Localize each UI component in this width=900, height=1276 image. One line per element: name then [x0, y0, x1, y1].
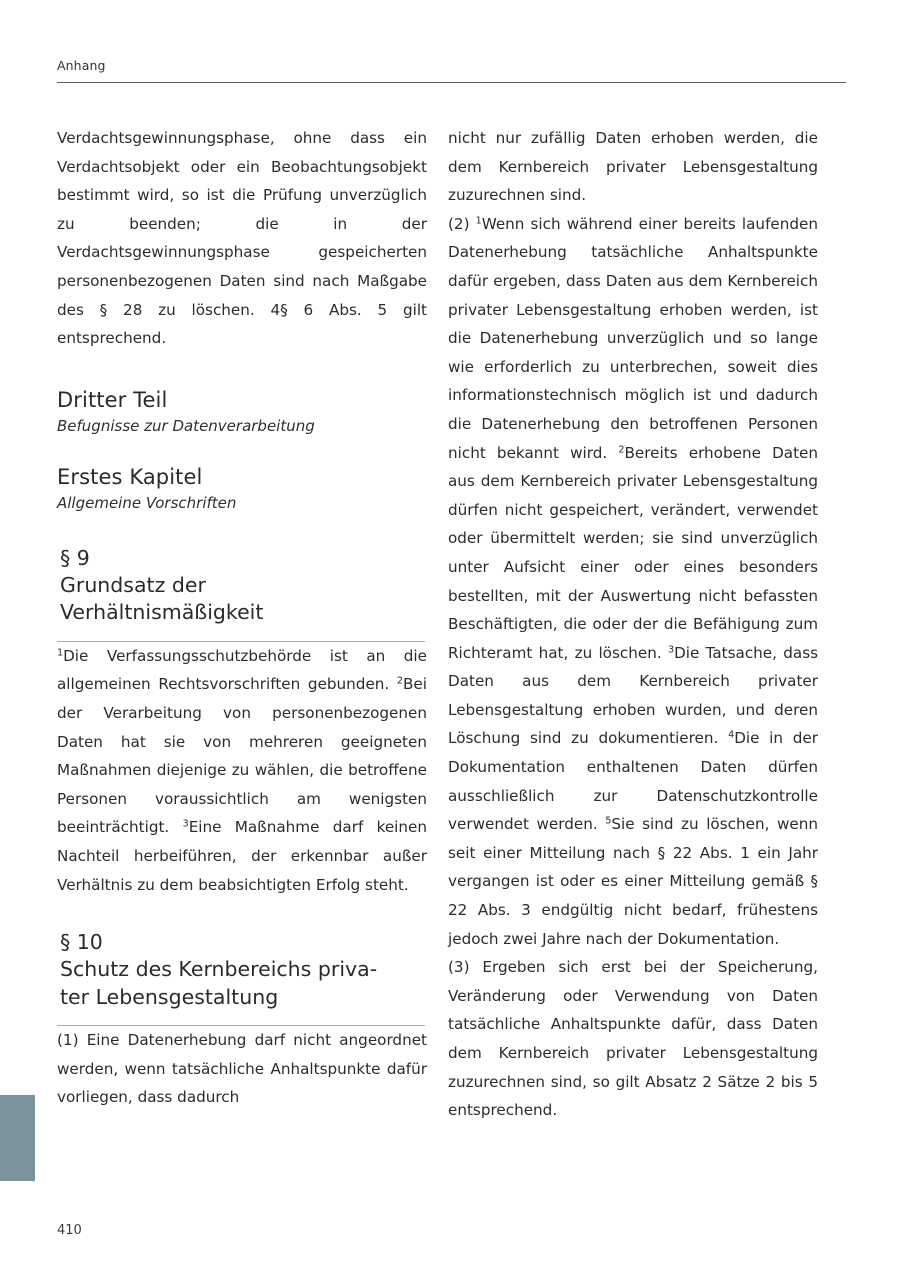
chapter-heading-block: [57, 464, 427, 515]
left-column: [57, 124, 427, 1125]
sentence-marker: 5: [605, 815, 612, 827]
paragraph-continuation: Verdachtsgewinnungsphase, ohne dass ein Verdachtsobjekt oder ein Beobachtungsobjekt bestimmt wird, so ist die Prüfung unverzüglich zu beenden; die in der Verdachtsgewinnungsphase gespeicherten personenbezogenen Daten sind nach Maßgabe des § 28 zu löschen. 4§ 6 Abs. 5 gilt entsprechend.: [57, 129, 427, 348]
sentence-marker: 3: [667, 644, 675, 656]
section-10-paragraph-1: (1) Eine Datenerhebung darf nicht angeordnet werden, wenn tatsächliche Anhaltspunkte dafür vorliegen, dass dadurch: [57, 1031, 427, 1107]
section-10-heading-block: [57, 929, 427, 1011]
section-9-title-line-2: Verhältnismäßigkeit: [60, 600, 264, 625]
section-9-number: § 9: [60, 545, 90, 570]
section-9-heading-block: [57, 545, 427, 627]
part-heading-block: [57, 387, 427, 438]
part-subtitle: Befugnisse zur Datenverarbeitung: [57, 416, 315, 435]
sentence-marker: 1: [57, 647, 64, 659]
part-title: Dritter Teil: [57, 387, 168, 412]
sentence-marker: 1: [475, 215, 482, 227]
running-header-label: Anhang: [57, 58, 106, 73]
two-column-body: [57, 124, 846, 1125]
section-10-title-line-1: Schutz des Kernbereichs priva-: [60, 957, 378, 982]
right-column: [448, 124, 818, 1125]
page-number: 410: [57, 1223, 82, 1238]
edge-thumb-index-tab: [0, 1095, 35, 1181]
sentence-marker: 3: [182, 819, 189, 831]
section-10-number: § 10: [60, 930, 103, 955]
chapter-title: Erstes Kapitel: [57, 464, 203, 489]
section-10-paragraph-3: (3) Ergeben sich erst bei der Speicherung, Veränderung oder Verwendung von Daten tatsächliche Anhaltspunkte dafür, dass Daten dem Kernbereich privater Lebensgestaltung zuzurechnen sind, so gilt Absatz 2 Sätze 2 bis 5 entsprechend.: [448, 958, 818, 1120]
section-10-title-line-2: ter Lebensgestaltung: [60, 984, 279, 1009]
section-9-title-line-1: Grundsatz der: [60, 572, 206, 597]
section-10-paragraph-2: (2) $^1$Wenn sich während einer bereits laufenden Datenerhebung tatsächliche Anhaltspunkte dafür ergeben, dass Daten aus dem Kernbereich privater Lebensgestaltung erhoben werden, ist die Datenerhebung unverzüglich und so lange wie erforderlich zu unterbrechen, soweit dies informationstechnisch möglich ist und dadurch die Datenerhebung den betroffenen Personen nicht bekannt wird. $^2$Bereits erhobene Daten aus dem Kernbereich privater Lebensgestaltung dürfen nicht gespeichert, verändert, verwendet oder übermittelt werden; sie sind unverzüglich unter Aufsicht einer oder eines besonders bestellten, mit der Auswertung nicht befassten Beschäftigten, die oder der die Befähigung zum Richteramt hat, zu löschen. $^3$Die Tatsache, dass Daten aus dem Kernbereich privater Lebensgestaltung erhoben wurden, und deren Löschung sind zu dokumentieren. $^4$Die in der Dokumentation enthaltenen Daten dürfen ausschließlich zur Datenschutzkontrolle verwendet werden. $^5$Sie sind zu löschen, wenn seit einer Mitteilung nach § 22 Abs. 1 ein Jahr vergangen ist oder es einer Mitteilung gemäß § 22 Abs. 3 endgültig nicht bedarf, frühestens jedoch zwei Jahre nach der Dokumentation.: [448, 214, 819, 948]
sentence-marker: 4: [728, 730, 735, 742]
section-10-paragraph-1-continued: nicht nur zufällig Daten erhoben werden, die dem Kernbereich privater Lebensgestaltung zuzurechnen sind.: [448, 129, 818, 205]
header-divider: [57, 82, 846, 83]
sentence-marker: 2: [396, 676, 404, 688]
sentence-marker: 2: [618, 444, 625, 456]
chapter-subtitle: Allgemeine Vorschriften: [57, 493, 237, 512]
running-header: [57, 58, 847, 74]
section-9-body: $^1$Die Verfassungsschutzbehörde ist an die allgemeinen Rechtsvorschriften gebunden. $^2$Bei der Verarbeitung von personenbezogenen Daten hat sie von mehreren geeigneten Maßnahmen diejenige zu wählen, die betroffene Personen voraussichtlich am wenigsten beeinträchtigt. $^3$Eine Maßnahme darf keinen Nachteil herbeiführen, der erkennbar außer Verhältnis zu dem beabsichtigten Erfolg steht.: [57, 646, 427, 894]
